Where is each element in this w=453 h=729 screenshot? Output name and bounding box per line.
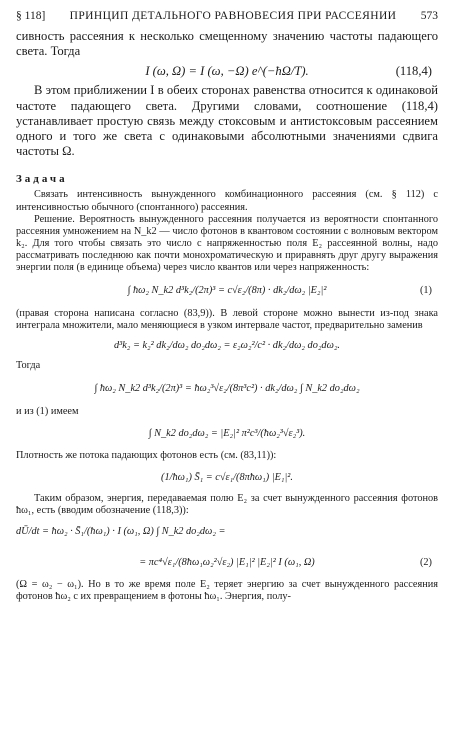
equation-2-line-2 [16, 547, 438, 579]
page-number: 573 [420, 10, 438, 22]
equation-2-line-1 [16, 517, 438, 547]
section-ref: § 118] [16, 10, 46, 22]
page-header [16, 6, 438, 26]
running-title: ПРИНЦИП ДЕТАЛЬНОГО РАВНОВЕСИЯ ПРИ РАССЕЯНИИ [69, 10, 397, 22]
equation-flux-expr: (1/ħω₁) S̄₁ = c√ε₁/(8πħω₁) |E₁|². [161, 471, 293, 483]
task-text: Связать интенсивность вынужденного комбинационного рассеяния (см. § 112) с интенсивностью обычного (спонтанного) рассеяния. [16, 189, 438, 213]
equation-118-4-number: (118,4) [395, 63, 432, 78]
paragraph-6: (Ω = ω₂ − ω₁). Но в то же время поле E₂ теряет энергию за счет вынужденного рассеяния фотонов ħω₂ с их превращением в фотоны ħω₁. Энергия, полу- [16, 578, 438, 602]
equation-118-4-expr: I (ω, Ω) = I (ω, −Ω) e^(−ħΩ/T). [145, 63, 309, 78]
solution-text: Решение. Вероятность вынужденного рассеяния получается из вероятности спонтанного рассеяния умножением на N_k2 — число фотонов в квантовом состоянии с волновым вектором k₂. Для того чтобы связать это число с напряженностью поля E₂ рассеянной волны, надо рассматривать последнюю как почти монохроматическую и приравнять друг другу выражения энергии поля (в единице объема) через число квантов или через напряженность: [16, 213, 438, 273]
equation-from1 [16, 418, 438, 450]
equation-d3k-expr: d³k₂ = k₂² dk₂/dω₂ do₂dω₂ = ε₂ω₂²/c² · dk₂/dω₂ do₂dω₂. [114, 340, 340, 352]
task-heading: Задача [16, 173, 68, 186]
equation-togda-expr: ∫ ħω₂ N_k2 d³k₂/(2π)³ = ħω₂³√ε₂/(8π³c²) · dk₂/dω₂ ∫ N_k2 do₂dω₂ [94, 383, 360, 395]
equation-togda [16, 372, 438, 406]
equation-from1-expr: ∫ N_k2 do₂dω₂ = |E₂|² π²c³/(ħω₂³√ε₂³). [148, 428, 306, 440]
paragraph-3: (правая сторона написана согласно (83,9)). В левой стороне можно вынести из-под знака интеграла множители, мало меняющиеся в узком интервале частот, предварительно заменив [16, 308, 438, 332]
togda-label: Тогда [16, 360, 41, 372]
equation-1-lhs: ∫ ħω₂ N_k2 d³k₂/(2π)³ [127, 285, 216, 297]
equation-1-number: (1) [419, 285, 432, 297]
paragraph-2: В этом приближении I в обеих сторонах равенства относится к одинаковой частоте падающего света. Другими словами, соотношение (118,4) устанавливает простую связь между стоксовым и антистоксовым рассеянием одного и того же света с одинаковыми абсолютными значениями сдвига частоты Ω. [16, 83, 438, 159]
equation-2-number: (2) [419, 556, 432, 568]
from-eq1-label: и из (1) имеем [16, 406, 79, 418]
paragraph-4: Плотность же потока падающих фотонов есть (см. (83,11)): [16, 450, 277, 462]
equation-d3k [16, 332, 438, 360]
equation-2-line-1-expr: dŪ/dt = ħω₂ · S̄₁/(ħω₁) · I (ω₁, Ω) ∫ N_k2 do₂dω₂ = [16, 525, 226, 537]
paragraph-5: Таким образом, энергия, передаваемая полю E₂ за счет вынужденного рассеяния фотонов ħω₁, есть (вводим обозначение (118,3)): [16, 492, 438, 516]
equation-2-line-2-expr: = πc⁴√ε₁/(8ħω₁ω₂²√ε₂) |E₁|² |E₂|² I (ω₁, Ω) [139, 556, 315, 568]
equation-1-rhs: = c√ε₂/(8π) · dk₂/dω₂ |E₂|² [217, 285, 327, 297]
paragraph-1: сивность рассеяния к несколько смещенному значению частоты падающего света. Тогда [16, 29, 438, 59]
equation-118-4 [16, 59, 438, 83]
equation-flux [16, 463, 438, 493]
equation-1 [16, 274, 438, 308]
